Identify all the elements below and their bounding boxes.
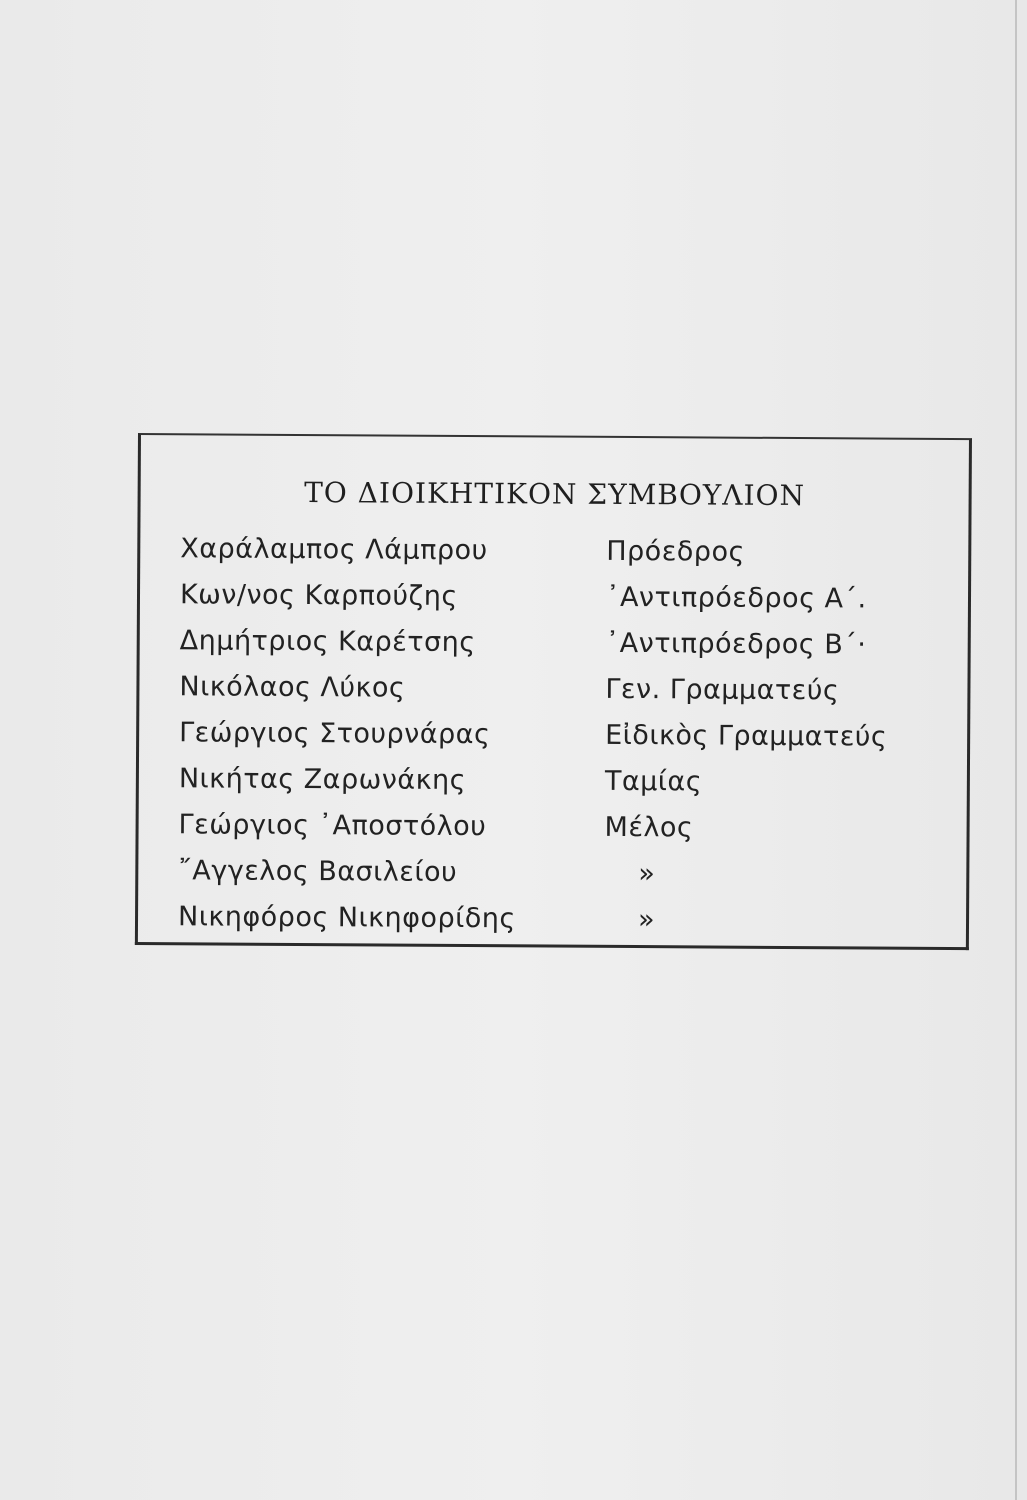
member-row [179,671,957,716]
member-name: Γεώργιος ᾿Αποστόλου [178,809,487,843]
board-frame [135,433,972,950]
member-row [180,579,958,624]
member-row [180,533,958,578]
member-role: ᾿Αντιπρόεδρος Α΄. [605,581,867,615]
member-row [179,763,957,808]
member-role: Εἰδικὸς Γραμματεύς [605,719,888,753]
member-name: Γεώργιος Στουρνάρας [179,717,491,751]
member-row [178,809,956,854]
member-role: Γεν. Γραμματεύς [605,673,840,707]
member-row [178,855,956,900]
member-name: ῎Αγγελος Βασιλείου [178,855,458,888]
board-title: ΤΟ ΔΙΟΙΚΗΤΙΚΟΝ ΣΥΜΒΟΥΛΙΟΝ [304,476,806,513]
member-role: Μέλος [604,811,694,844]
member-role: » [638,858,656,890]
member-row [180,625,958,670]
member-row [178,901,956,946]
member-name: Νικήτας Ζαρωνάκης [178,763,467,797]
member-name: Νικόλαος Λύκος [179,671,406,704]
member-role: ᾿Αντιπρόεδρος Β΄· [605,627,867,661]
member-role: Πρόεδρος [606,535,745,568]
member-role: » [637,904,656,936]
member-name: Δημήτριος Καρέτσης [179,625,476,659]
member-row [179,717,957,762]
member-name: Νικηφόρος Νικηφορίδης [177,901,516,935]
member-role: Ταμίας [604,765,703,798]
member-name: Χαράλαμπος Λάμπρου [180,533,488,567]
page-edge [1015,0,1017,1500]
member-name: Κων/νος Καρπούζης [179,579,458,612]
